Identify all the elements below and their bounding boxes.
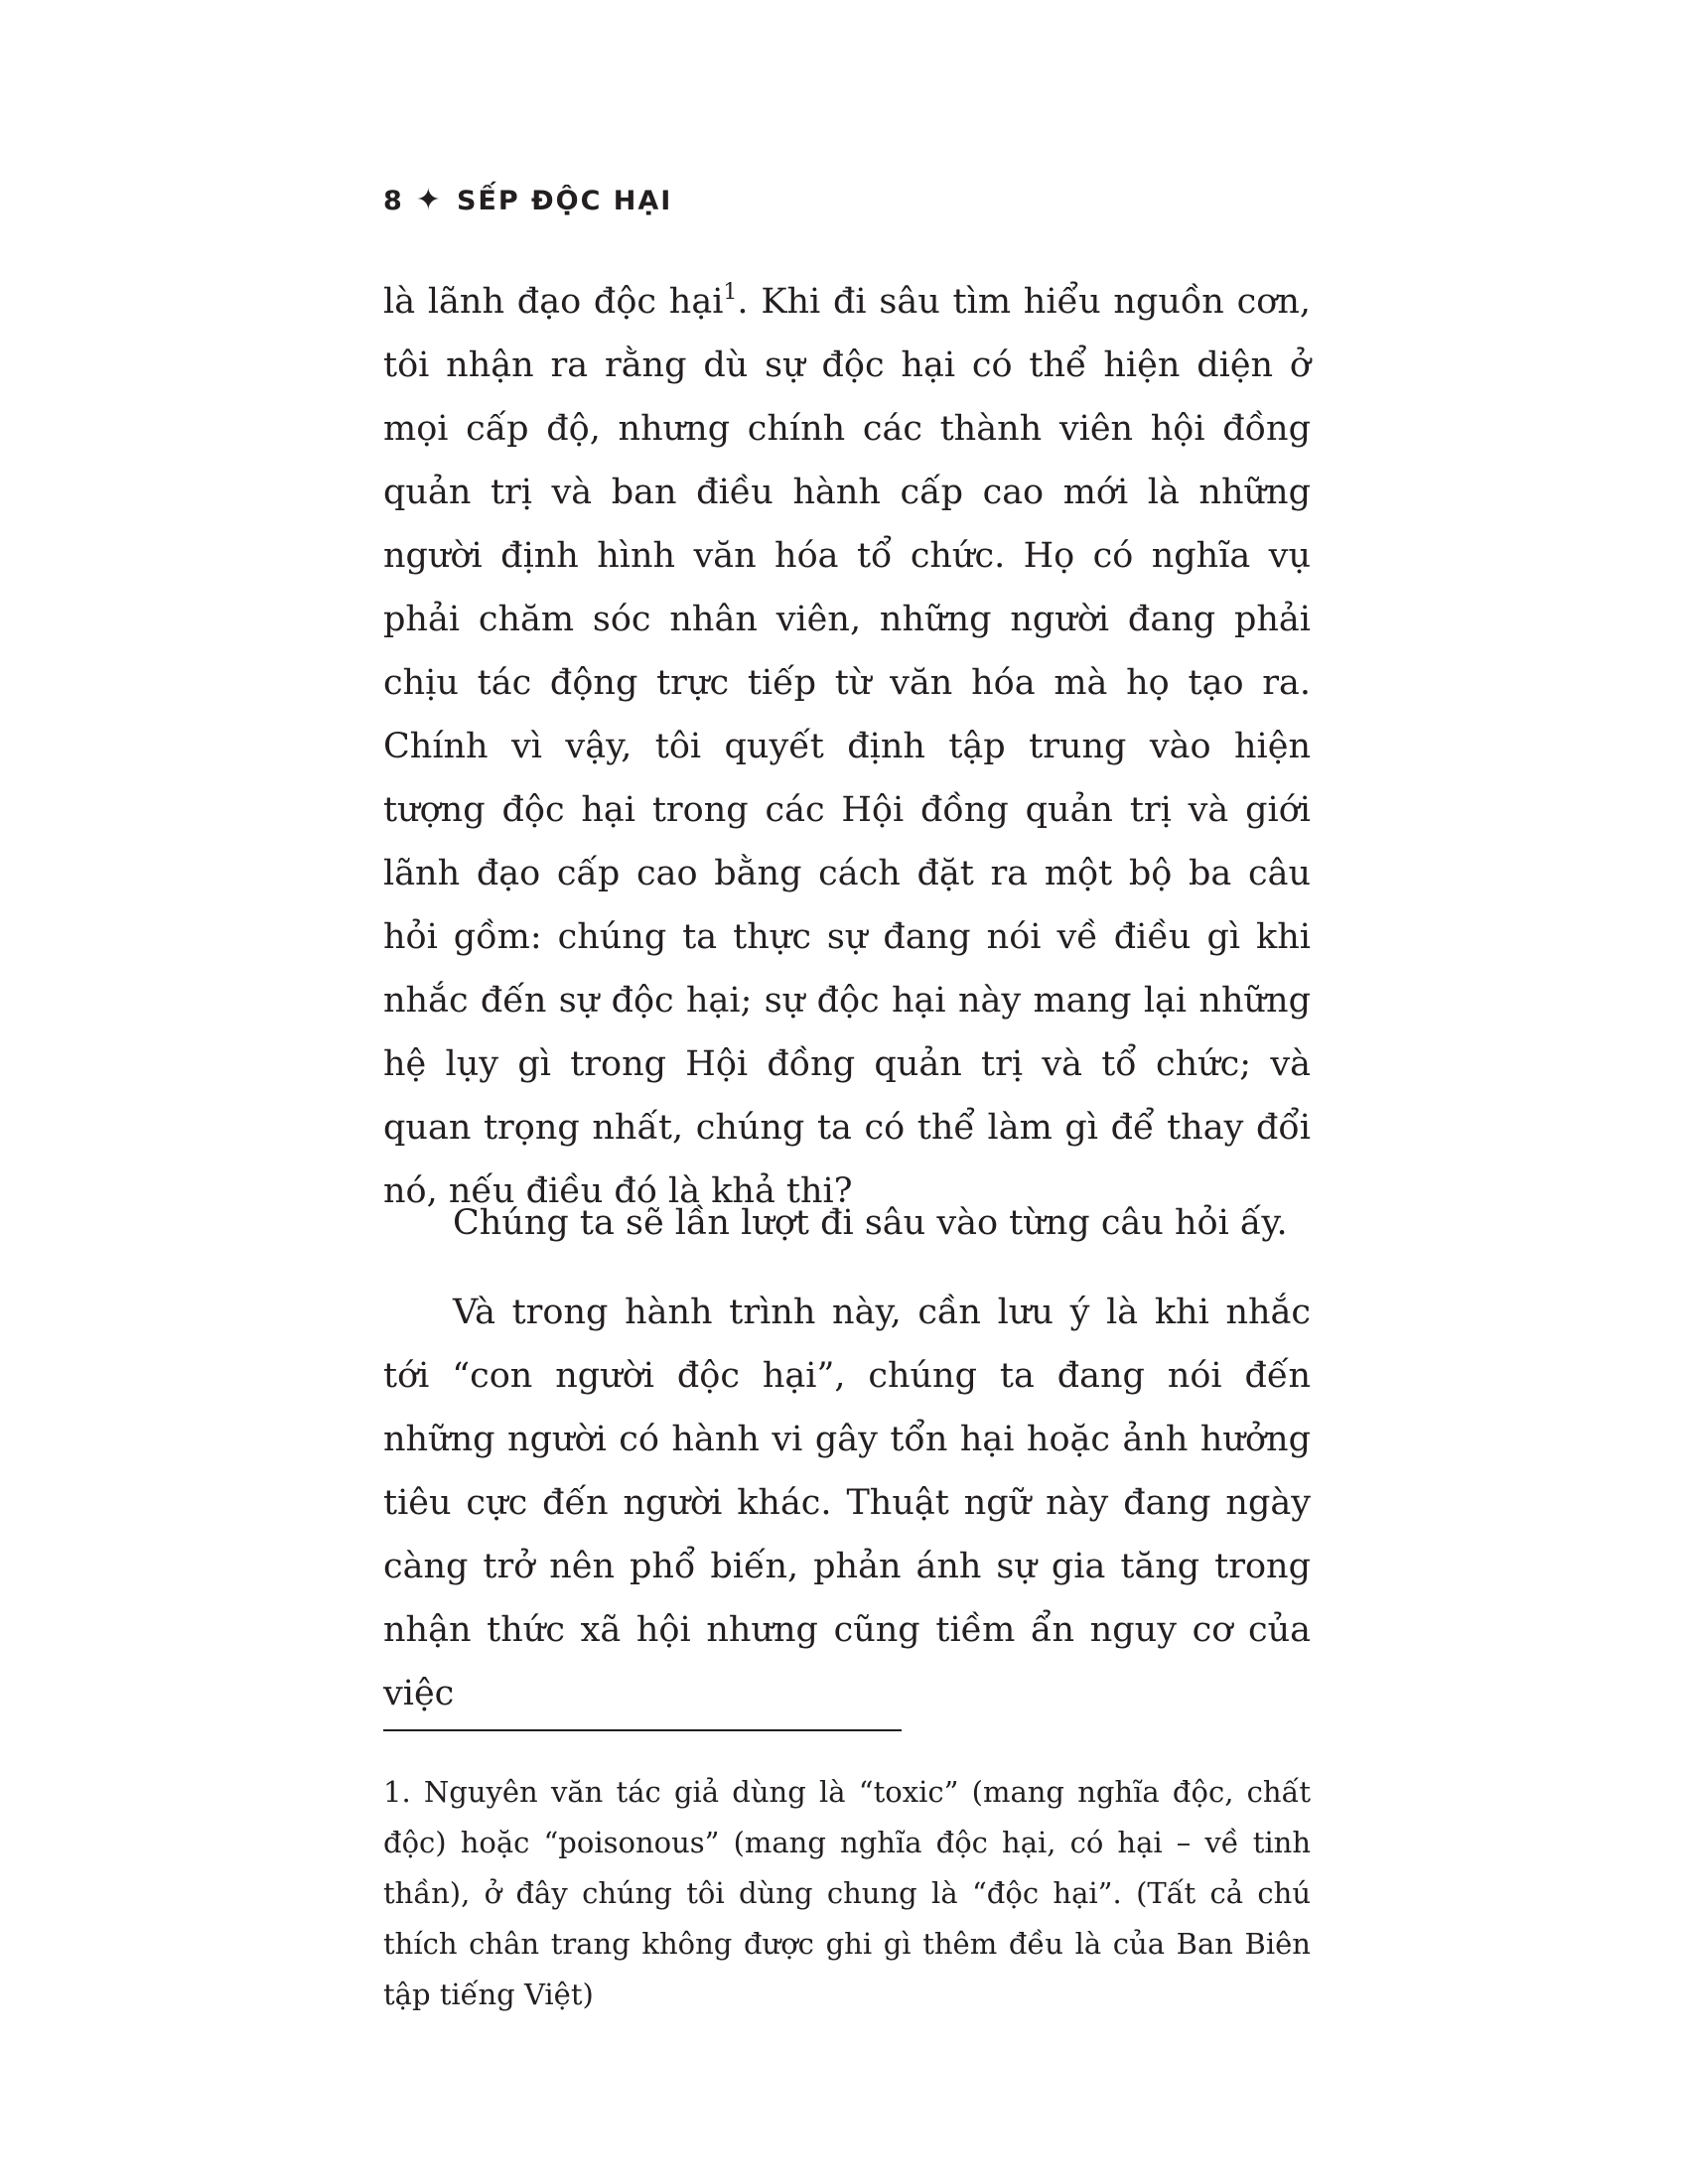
body-paragraph-2: Chúng ta sẽ lần lượt đi sâu vào từng câu hỏi ấy. xyxy=(453,1203,1288,1243)
running-head-title: SẾP ĐỘC HẠI xyxy=(456,186,673,216)
body-paragraph-3: Và trong hành trình này, cần lưu ý là khi nhắc tới “con người độc hại”, chúng ta đang nói đến những người có hành vi gây tổn hại hoặc ảnh hưởng tiêu cực đến người khác. Thuật ngữ này đang ngày càng trở nên phổ biến, phản ánh sự gia tăng trong nhận thức xã hội nhưng cũng tiềm ẩn nguy cơ của việc xyxy=(383,1293,1311,1713)
running-head xyxy=(383,181,672,221)
body-paragraph-1 xyxy=(383,270,1311,1223)
page-number: 8 xyxy=(383,186,404,216)
footnote-reference: 1 xyxy=(723,280,738,305)
footnote-divider xyxy=(383,1729,902,1731)
star-separator-icon: ✦ xyxy=(415,183,443,217)
footnote: 1. Nguyên văn tác giả dùng là “toxic” (mang nghĩa độc, chất độc) hoặc “poisonous” (mang nghĩa độc hại, có hại – về tinh thần), ở đây chúng tôi dùng chung là “độc hại”. (Tất cả chú thích chân trang không được ghi gì thêm đều là của Ban Biên tập tiếng Việt) xyxy=(383,1775,1311,2011)
paragraph-text-start: là lãnh đạo độc hại xyxy=(383,282,724,322)
paragraph-text-rest: . Khi đi sâu tìm hiểu nguồn cơn, tôi nhận ra rằng dù sự độc hại có thể hiện diện ở mọi cấp độ, nhưng chính các thành viên hội đồng quản trị và ban điều hành cấp cao mới là những người định hình văn hóa tổ chức. Họ có nghĩa vụ phải chăm sóc nhân viên, những người đang phải chịu tác động trực tiếp từ văn hóa mà họ tạo ra. Chính vì vậy, tôi quyết định tập trung vào hiện tượng độc hại trong các Hội đồng quản trị và giới lãnh đạo cấp cao bằng cách đặt ra một bộ ba câu hỏi gồm: chúng ta thực sự đang nói về điều gì khi nhắc đến sự độc hại; sự độc hại này mang lại những hệ lụy gì trong Hội đồng quản trị và tổ chức; và quan trọng nhất, chúng ta có thể làm gì để thay đổi nó, nếu điều đó là khả thi? xyxy=(383,282,1311,1211)
